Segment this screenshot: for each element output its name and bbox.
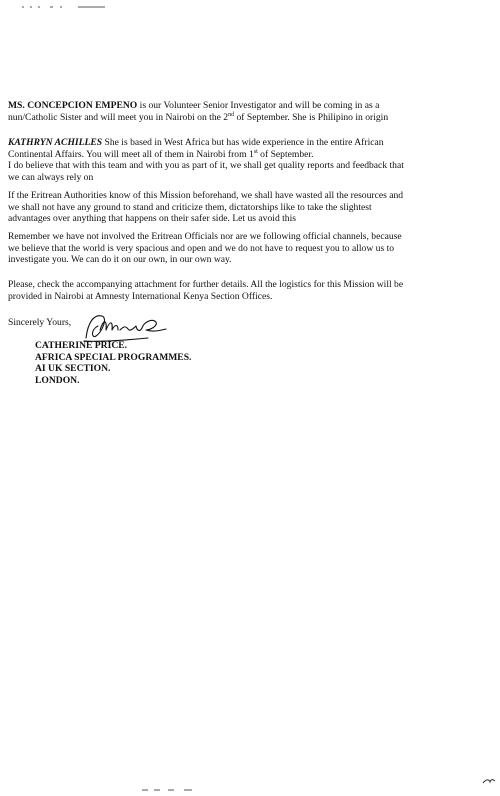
para2-line4: we can always rely on [8, 171, 94, 183]
signatory-name: CATHERINE PRICE. [35, 340, 128, 351]
para2-line1: She is based in West Africa but has wide experience in the entire African [102, 137, 384, 148]
achilles-name: KATHRYN ACHILLES [8, 137, 103, 148]
signatory-block [35, 340, 191, 386]
para4-line1: Remember we have not involved the Eritrean Officials nor are we following official channels, because [8, 231, 402, 242]
para2-line2b: of September. [257, 148, 314, 160]
para1-line2b: of September. She is Philipino in origin [234, 111, 389, 123]
paragraph-investigator [8, 100, 458, 123]
para3-line2: we shall not have any ground to stand and criticize them, dictatorships like to take the slightest [8, 201, 372, 213]
signatory-program: AFRICA SPECIAL PROGRAMMES. [35, 351, 192, 363]
para3-line3: advantages over anything that happens on their safer side. Let us avoid this [8, 213, 296, 224]
scan-mark-top [20, 4, 110, 10]
paragraph-eritrean-authorities [8, 190, 458, 225]
signatory-city: LONDON. [35, 374, 80, 386]
para1-line1: is our Volunteer Senior Investigator and will be coming in as a [137, 100, 380, 111]
para4-line2: we believe that the world is very spacious and open and we do not have to request you to allow us to [8, 242, 395, 254]
closing-text: Sincerely Yours, [8, 317, 72, 328]
closing-line [8, 317, 458, 329]
page-corner-mark [482, 777, 496, 785]
para5-line1: Please, check the accompanying attachment for further details. All the logistics for this Mission will be [8, 279, 404, 290]
para1-sup: nd [228, 111, 235, 118]
para3-line1: If the Eritrean Authorities know of this Mission beforehand, we shall have wasted all the resources and [8, 190, 404, 201]
paragraph-logistics [8, 279, 458, 302]
para2-line2a: Continental Affairs. You will meet all of them in Nairobi from 1 [8, 148, 254, 160]
investigator-name: MS. CONCEPCION EMPENO [8, 100, 138, 111]
para4-line3: investigate you. We can do it on our own, in our own way. [8, 254, 232, 265]
signatory-section: AI UK SECTION. [35, 363, 111, 374]
paragraph-remember [8, 231, 458, 266]
para2-line3: I do believe that with this team and with you as part of it, we shall get quality reports and feedback that [8, 160, 404, 171]
para1-line2a: nun/Catholic Sister and will meet you in Nairobi on the 2 [8, 111, 229, 123]
scan-mark-bottom [140, 787, 200, 793]
para2-sup: st [253, 148, 258, 155]
paragraph-achilles [8, 137, 458, 183]
para5-line2: provided in Nairobi at Amnesty International Kenya Section Offices. [8, 290, 273, 302]
